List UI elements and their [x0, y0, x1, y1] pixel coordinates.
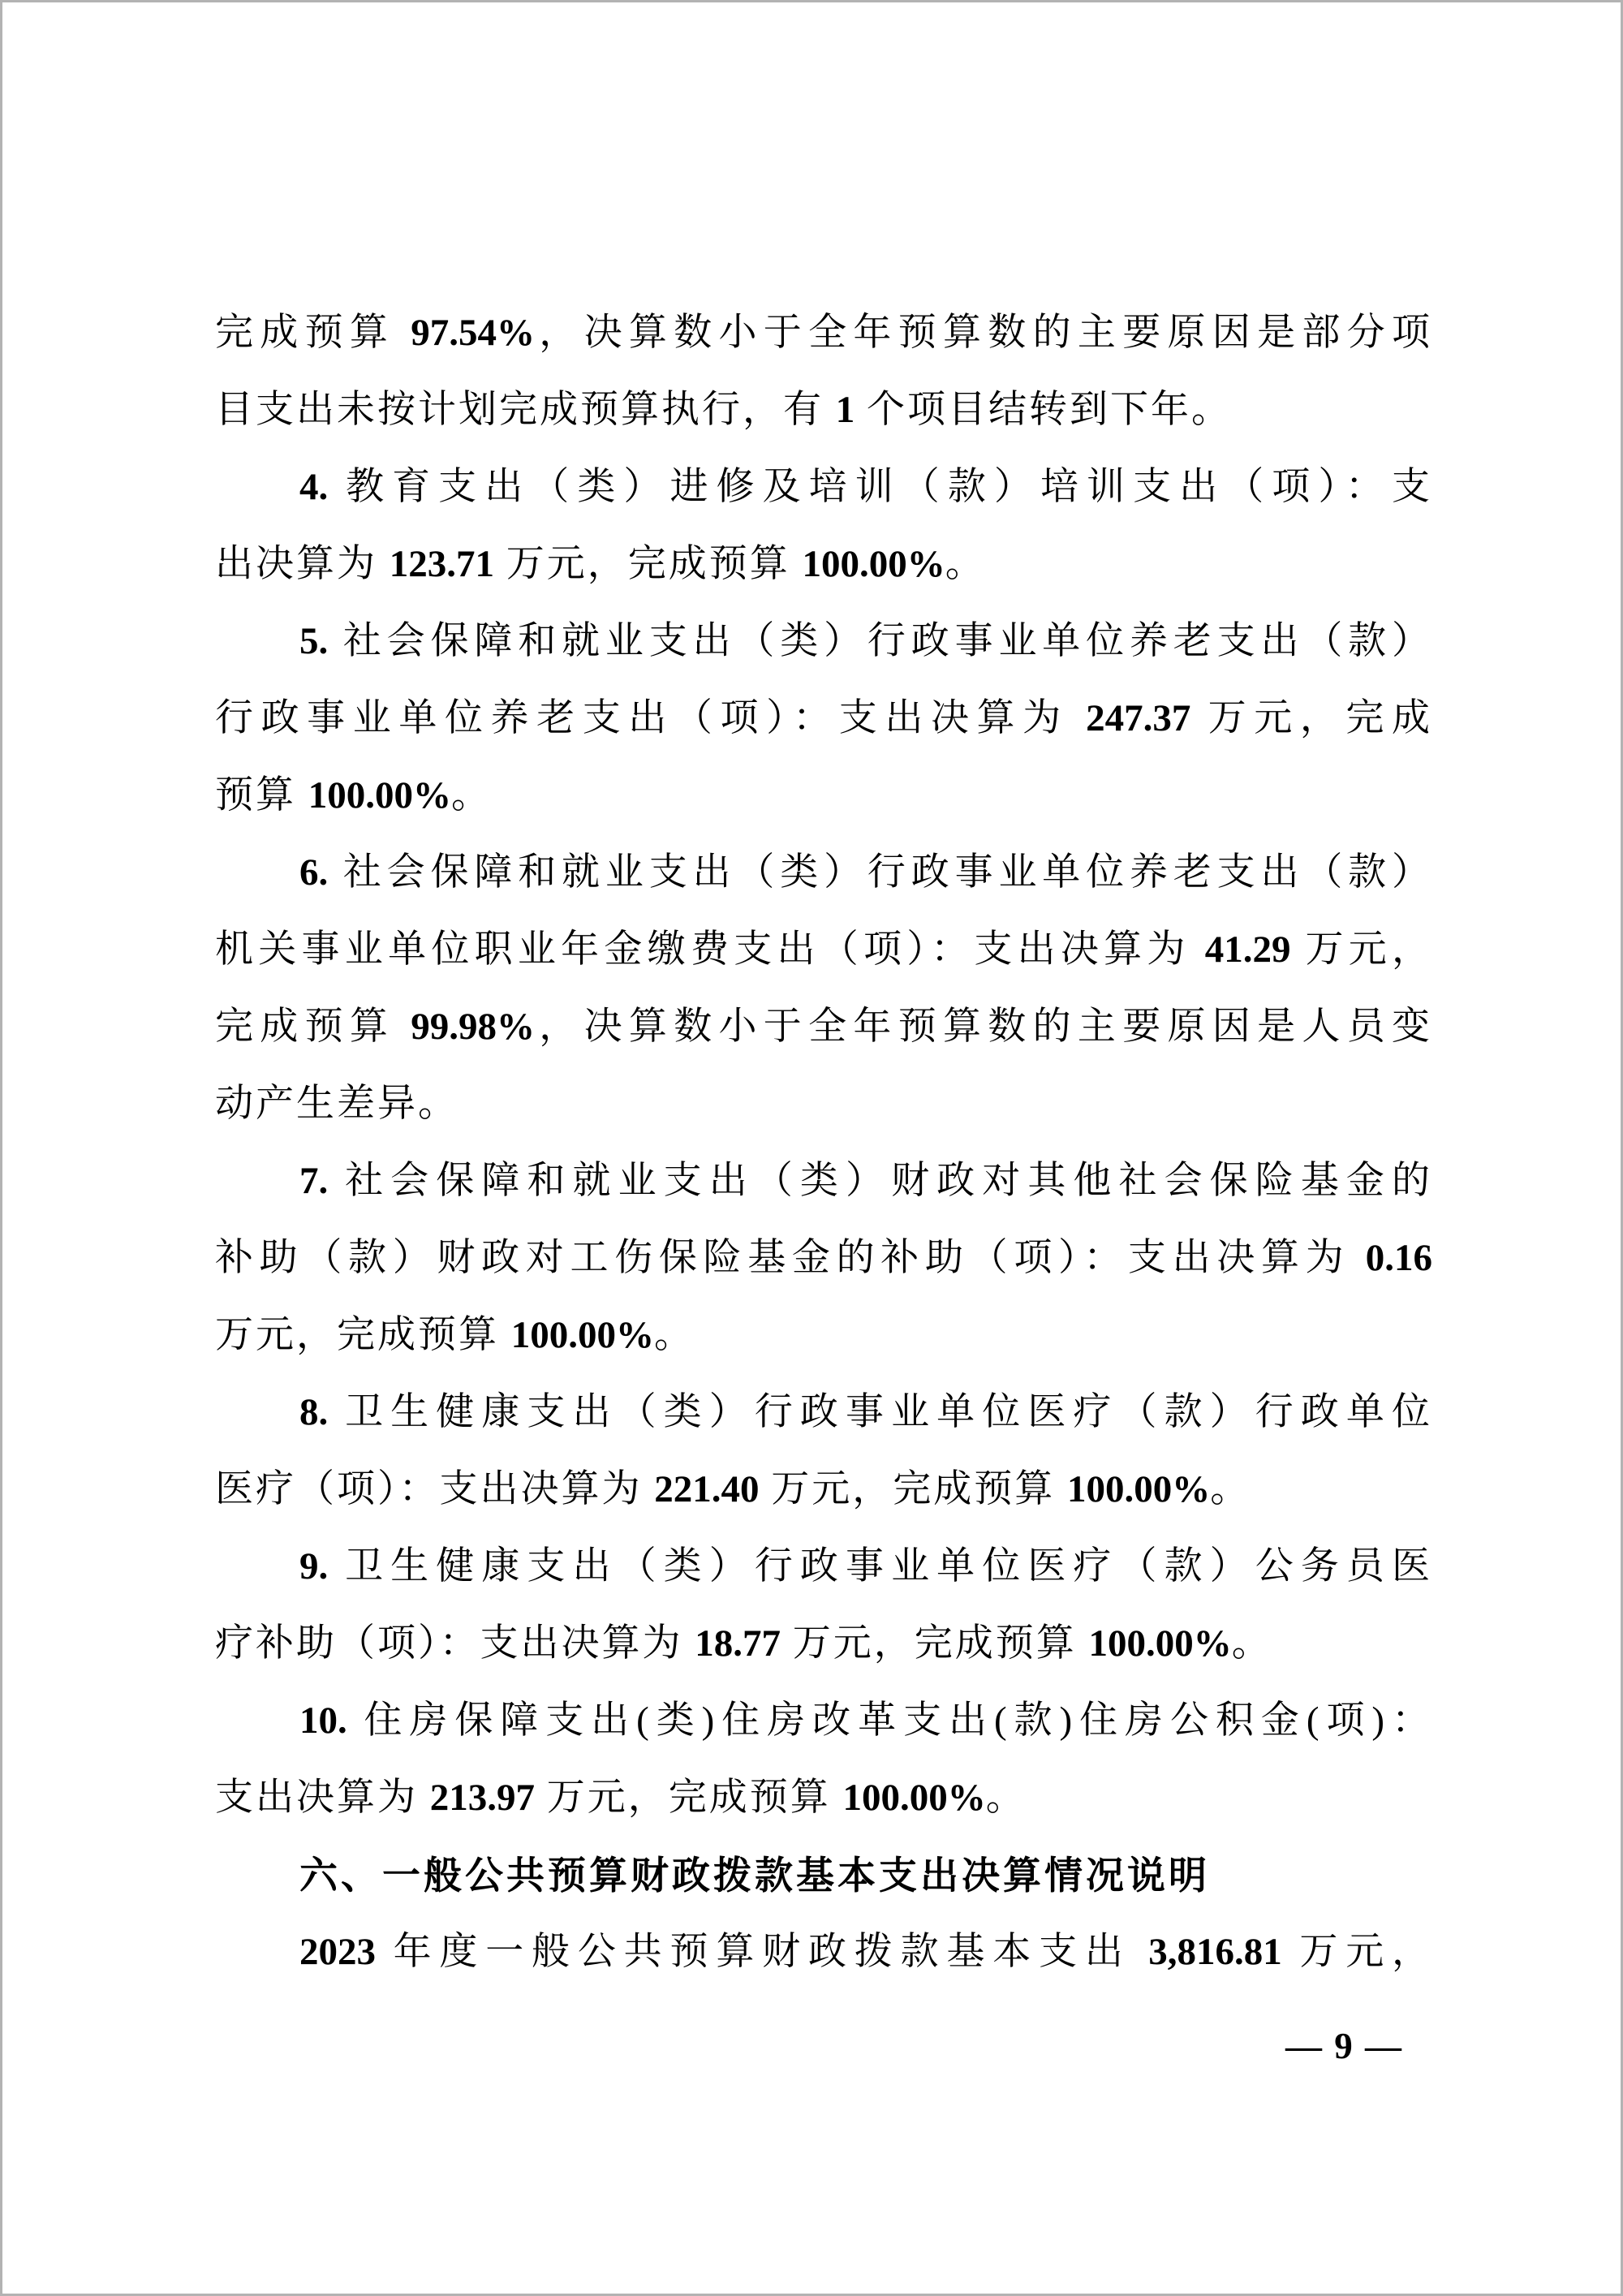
- text-line: [215, 295, 1432, 372]
- text-line: [215, 1605, 1432, 1682]
- text-segment: 万元，完成预算: [535, 1777, 843, 1819]
- numeric-value: 100.00%: [1088, 1622, 1232, 1665]
- text-line: [215, 680, 1432, 757]
- numeric-value: 5.: [299, 620, 329, 662]
- text-line: [215, 1374, 1432, 1451]
- numeric-value: 100.00%: [1067, 1468, 1211, 1510]
- text-line: [215, 1220, 1432, 1297]
- text-segment: 疗补助（项）：支出决算为: [215, 1622, 695, 1665]
- text-segment: 机关事业单位职业年金缴费支出（项）：支出决算为: [215, 928, 1205, 971]
- text-line: [215, 1451, 1432, 1528]
- page-number: — 9 —: [1285, 2026, 1403, 2066]
- numeric-value: 100.00%: [842, 1777, 986, 1819]
- text-segment: 。: [985, 1777, 1027, 1819]
- text-segment: 补助（款）财政对工伤保险基金的补助（项）：支出决算为: [215, 1237, 1366, 1279]
- text-segment: 万元，完成: [1190, 697, 1433, 739]
- text-segment: 。: [451, 774, 492, 816]
- numeric-value: 100.00%: [510, 1314, 654, 1356]
- text-line: [215, 1914, 1432, 1991]
- text-segment: 社会保障和就业支出（类）行政事业单位养老支出（款）: [328, 620, 1432, 662]
- numeric-value: 99.98%: [411, 1006, 535, 1048]
- text-line: [215, 1528, 1432, 1605]
- text-segment: 预算: [215, 774, 308, 816]
- text-segment: 。: [945, 543, 986, 585]
- section-heading: [215, 1837, 1432, 1914]
- numeric-value: 10.: [299, 1699, 347, 1742]
- numeric-value: 9.: [299, 1545, 329, 1587]
- text-segment: 。: [1231, 1622, 1272, 1665]
- text-segment: 出决算为: [215, 543, 390, 585]
- numeric-value: 100.00%: [802, 543, 945, 585]
- text-line: [215, 757, 1432, 834]
- text-line: [215, 1066, 1432, 1143]
- text-segment: 卫生健康支出（类）行政事业单位医疗（款）公务员医: [328, 1545, 1432, 1587]
- numeric-value: 8.: [299, 1391, 329, 1433]
- text-line: [215, 603, 1432, 680]
- text-segment: 支出决算为: [215, 1777, 430, 1819]
- text-line: [215, 989, 1432, 1066]
- text-segment: 社会保障和就业支出（类）行政事业单位养老支出（款）: [328, 851, 1432, 894]
- text-segment: 完成预算: [215, 1006, 411, 1048]
- text-segment: 万元，完成预算: [759, 1468, 1067, 1510]
- text-segment: 卫生健康支出（类）行政事业单位医疗（款）行政单位: [328, 1391, 1432, 1433]
- numeric-value: 18.77: [695, 1622, 781, 1665]
- text-line: [215, 834, 1432, 911]
- text-line: [215, 1682, 1432, 1760]
- text-segment: 完成预算: [215, 312, 411, 354]
- text-line: [215, 1143, 1432, 1220]
- numeric-value: 100.00%: [308, 774, 451, 816]
- text-line: [215, 1297, 1432, 1374]
- numeric-value: 41.29: [1204, 928, 1291, 971]
- text-segment: 动产生差异。: [215, 1083, 458, 1125]
- numeric-value: 6.: [299, 851, 329, 894]
- text-segment: ，决算数小于全年预算数的主要原因是人员变: [535, 1006, 1432, 1048]
- text-segment: 目支出未按计划完成预算执行，有: [215, 389, 836, 431]
- text-segment: 万元，完成预算: [781, 1622, 1089, 1665]
- numeric-value: 123.71: [389, 543, 494, 585]
- numeric-value: 247.37: [1086, 697, 1191, 739]
- text-segment: ，决算数小于全年预算数的主要原因是部分项: [535, 312, 1432, 354]
- numeric-value: 97.54%: [411, 312, 535, 354]
- numeric-value: 1: [835, 389, 855, 431]
- numeric-value: 4.: [299, 466, 329, 508]
- text-segment: 万元，完成预算: [494, 543, 803, 585]
- text-segment: 。: [654, 1314, 695, 1356]
- numeric-value: 7.: [299, 1160, 329, 1202]
- text-line: [215, 372, 1432, 449]
- text-segment: 。: [1210, 1468, 1251, 1510]
- text-segment: 社会保障和就业支出（类）财政对其他社会保险基金的: [328, 1160, 1432, 1202]
- text-segment: 万元，: [1281, 1931, 1433, 1973]
- text-segment: 六、一般公共预算财政拨款基本支出决算情况说明: [299, 1854, 1210, 1897]
- numeric-value: 213.97: [429, 1777, 535, 1819]
- numeric-value: 0.16: [1365, 1237, 1432, 1279]
- text-segment: 年度一般公共预算财政拨款基本支出: [376, 1931, 1149, 1973]
- text-segment: 医疗（项）：支出决算为: [215, 1468, 655, 1510]
- text-segment: 个项目结转到下年。: [855, 389, 1232, 431]
- text-segment: 行政事业单位养老支出（项）：支出决算为: [215, 697, 1087, 739]
- text-line: [215, 1760, 1432, 1837]
- text-line: [215, 449, 1432, 526]
- text-segment: 住房保障支出(类)住房改革支出(款)住房公积金(项)：: [347, 1699, 1432, 1742]
- text-line: [215, 526, 1432, 603]
- text-segment: 教育支出（类）进修及培训（款）培训支出（项）：支: [328, 466, 1432, 508]
- numeric-value: 2023: [299, 1931, 376, 1973]
- numeric-value: 3,816.81: [1148, 1931, 1282, 1973]
- text-segment: 万元，完成预算: [215, 1314, 511, 1356]
- numeric-value: 221.40: [654, 1468, 760, 1510]
- text-segment: 万元，: [1290, 928, 1433, 971]
- document-body: [215, 295, 1432, 1991]
- text-line: [215, 911, 1432, 989]
